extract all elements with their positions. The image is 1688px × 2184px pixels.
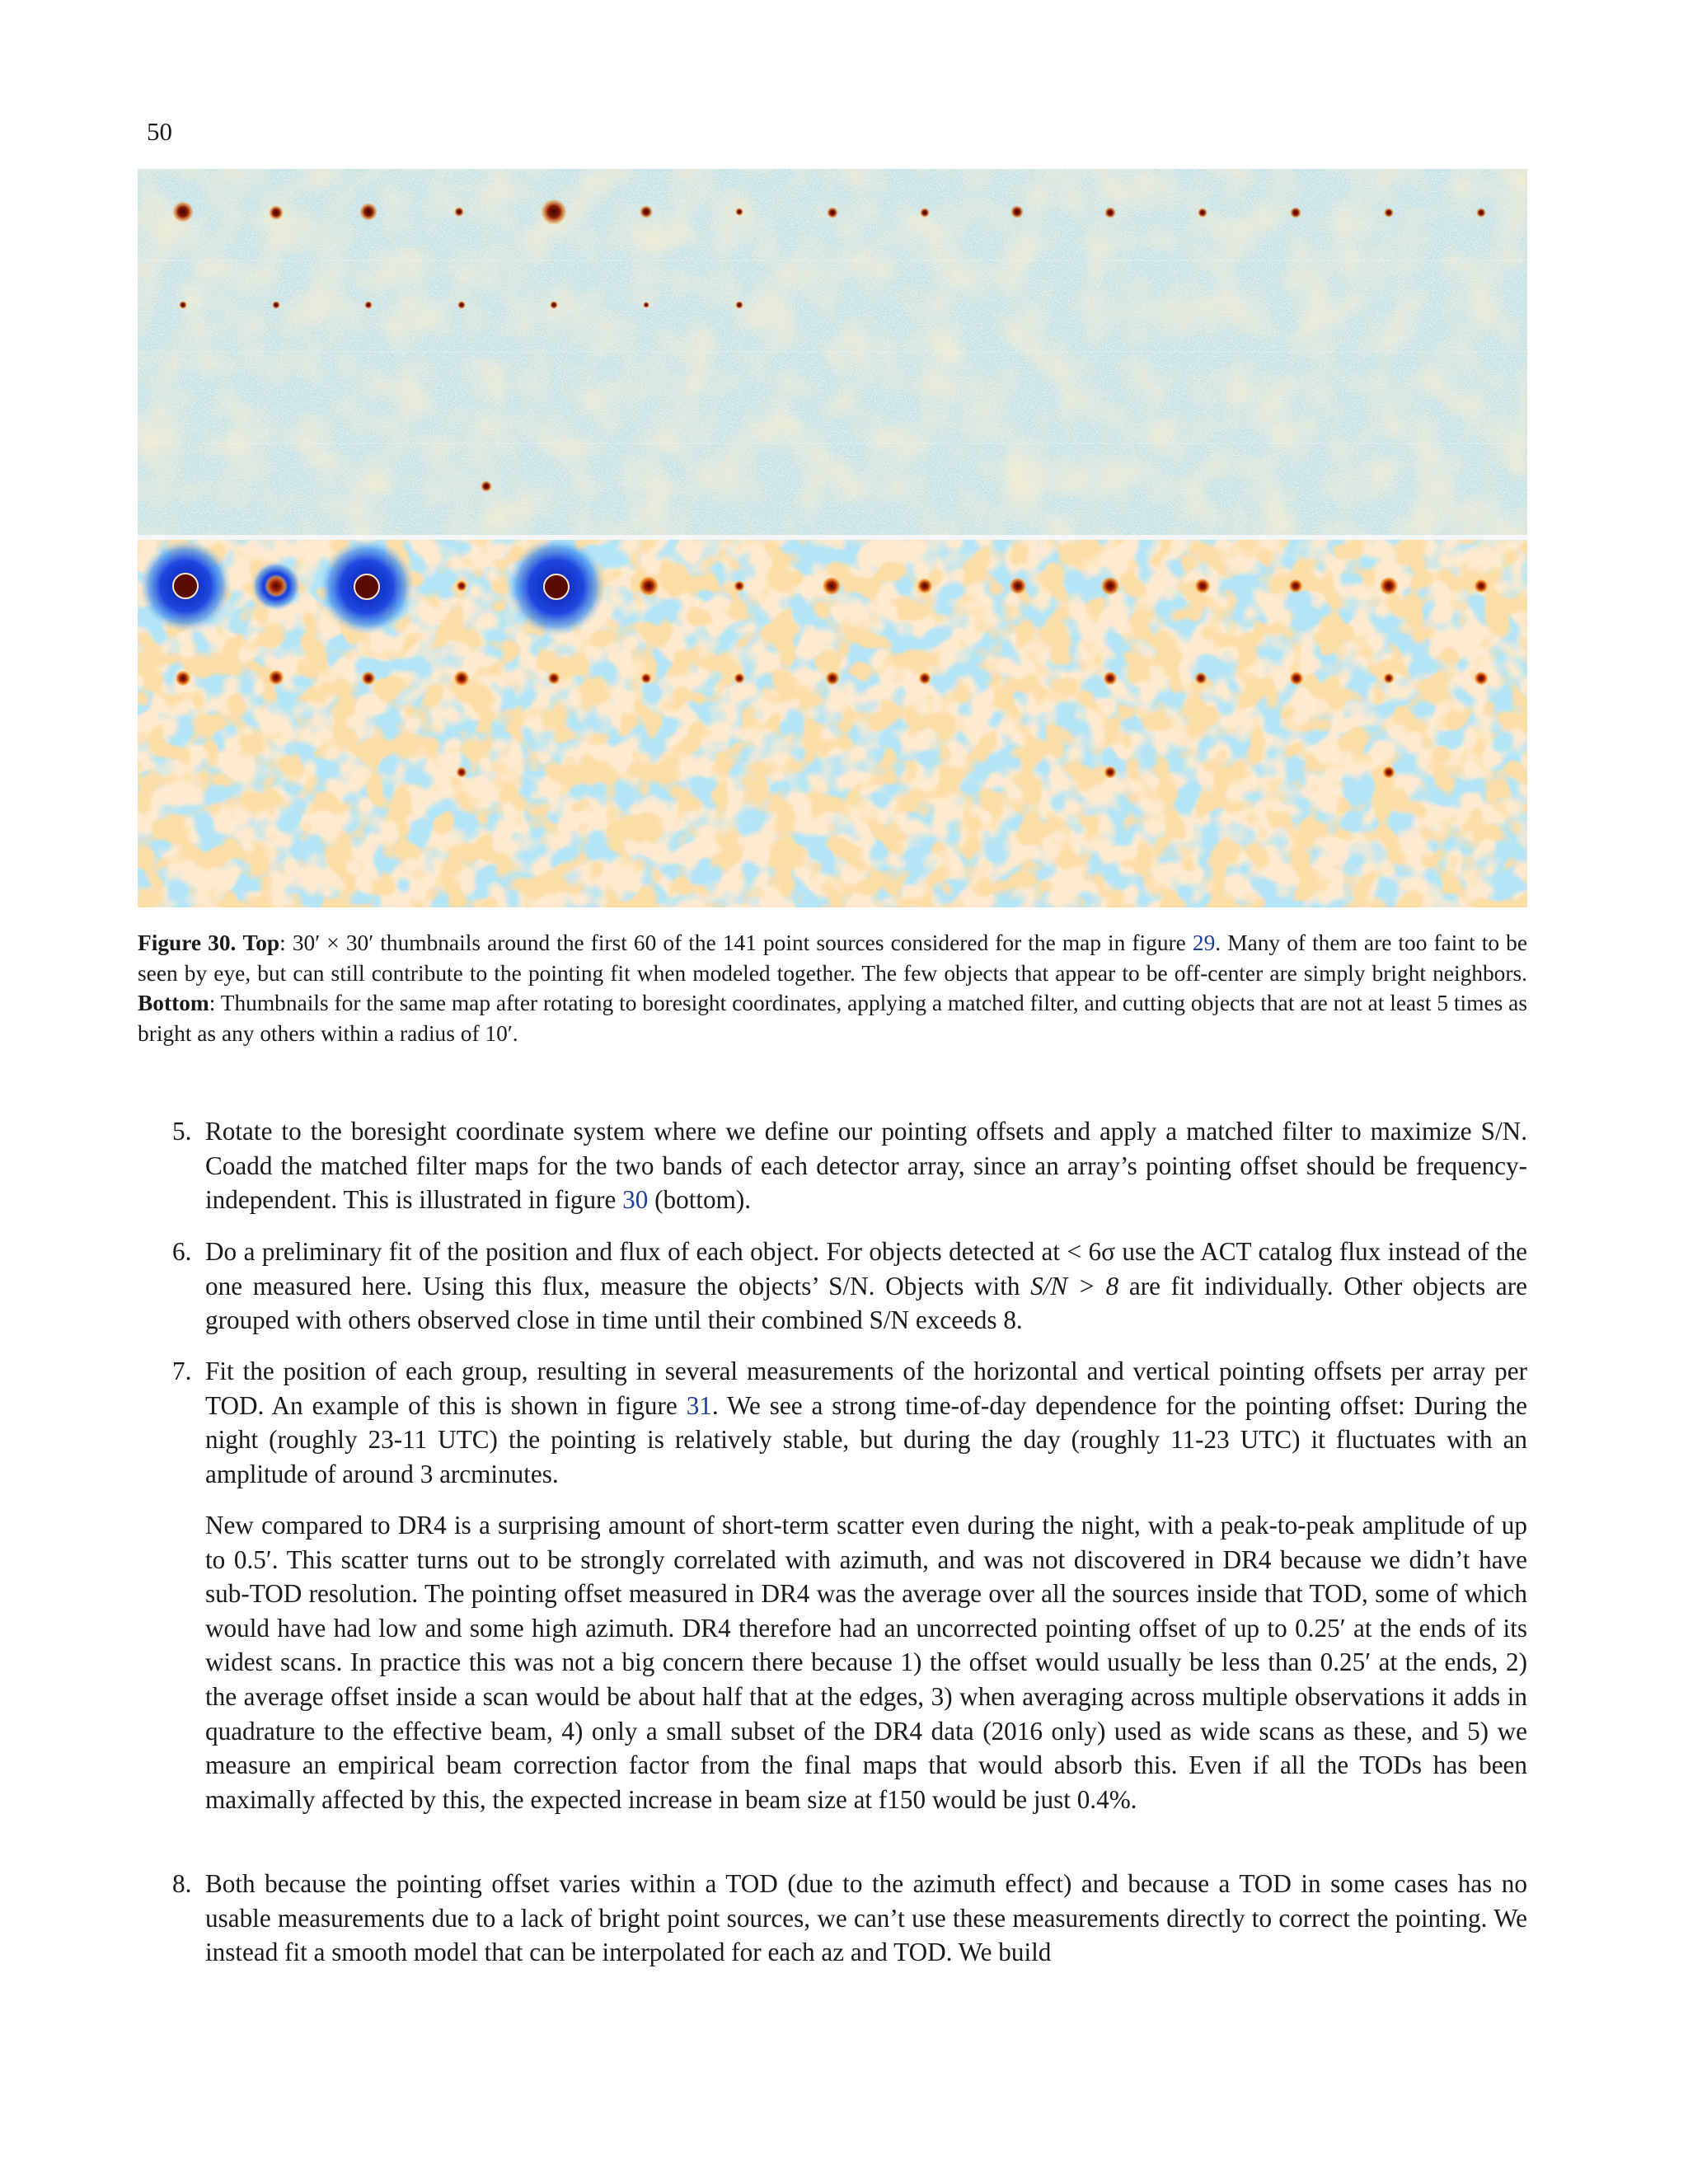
list-item-6 <box>138 1235 1527 1338</box>
figure-30-link[interactable]: 30 <box>622 1185 649 1215</box>
list-text: (bottom). <box>648 1185 752 1215</box>
list-item-8 <box>138 1867 1527 1970</box>
list-item-7 <box>138 1354 1527 1491</box>
list-text: Do a preliminary fit of the position and flux of each object. For objects detected at < 6σ use the ACT catalog flux instead of the one measured here. Using this flux, measure the objects’ S/N. Objects with <box>205 1237 1527 1301</box>
caption-top-text-1: : 30′ × 30′ thumbnails around the first 60 of the 141 point sources considered for the map in figure <box>279 930 1193 955</box>
figure-caption <box>138 928 1527 1048</box>
list-text: Both because the pointing offset varies within a TOD (due to the azimuth effect) and because a TOD in some cases has no usable measurements due to a lack of bright point sources, we can’t use these measurements directly to correct the pointing. We instead fit a smooth model that can be interpolated for each az and TOD. We build <box>205 1869 1527 1967</box>
raw-thumbnail-grid-image <box>138 169 1527 535</box>
figure-label: Figure 30. <box>138 930 237 955</box>
figure-29-link[interactable]: 29 <box>1192 930 1216 955</box>
inline-math: S/N > 8 <box>1030 1271 1119 1301</box>
list-item-7-paragraph-2: New compared to DR4 is a surprising amount of short-term scatter even during the night, with a peak-to-peak amplitude of up to 0.5′. This scatter turns out to be strongly correlated with azimuth, and was not discovered in DR4 because we didn’t have sub-TOD resolution. The pointing offset measured in DR4 was the average over all the sources inside that TOD, some of which would have had low and some high azimuth. DR4 therefore had an uncorrected pointing offset of up to 0.25′ at the ends of its widest scans. In practice this was not a big concern there because 1) the offset would usually be less than 0.25′ at the ends, 2) the average offset inside a scan would be about half that at the edges, 3) when averaging across multiple observations it adds in quadrature to the effective beam, 4) only a small subset of the DR4 data (2016 only) used as wide scans as these, and 5) we measure an empirical beam correction factor from the final maps that would absorb this. Even if all the TODs has been maximally affected by this, the expected increase in beam size at f150 would be just 0.4%. <box>205 1511 1527 1814</box>
page-number: 50 <box>147 117 172 146</box>
list-text: Rotate to the boresight coordinate system where we define our pointing offsets and apply a matched filter to maximize S/N. Coadd the matched filter maps for the two bands of each detector array, since an array’s pointing offset should be frequency-independent. This is illustrated in figure <box>205 1117 1527 1215</box>
figure-top-panel-raw-thumbnails <box>138 169 1527 535</box>
list-text: are fit individually. Other objects are grouped with others observed close in time until their combined S/N exceeds 8. <box>205 1271 1527 1335</box>
list-number: 5. <box>172 1117 192 1146</box>
list-item-5 <box>138 1114 1527 1217</box>
list-number: 6. <box>172 1237 192 1266</box>
list-text: Fit the position of each group, resulting in several measurements of the horizontal and vertical pointing offsets per array per TOD. An example of this is shown in figure <box>205 1357 1527 1420</box>
list-number: 8. <box>172 1869 192 1898</box>
figure-30 <box>138 169 1527 907</box>
list-text: . We see a strong time-of-day dependence for the pointing offset: During the night (roughly 23-11 UTC) the pointing is relatively stable, but during the day (roughly 11-23 UTC) it fluctuates with an amplitude of around 3 arcminutes. <box>205 1390 1527 1488</box>
caption-top-label: Top <box>242 930 280 955</box>
list-number: 7. <box>172 1357 192 1385</box>
caption-bottom-label: Bottom <box>138 991 209 1015</box>
figure-31-link[interactable]: 31 <box>686 1390 712 1420</box>
caption-top-text-2: . Many of them are too faint to be seen by eye, but can still contribute to the pointing fit when modeled together. The few objects that appear to be off-center are simply bright neighbors. <box>138 930 1527 986</box>
filtered-thumbnail-grid-image <box>138 540 1527 907</box>
caption-bottom-text: : Thumbnails for the same map after rotating to boresight coordinates, applying a matched filter, and cutting objects that are not at least 5 times as bright as any others within a radius of 10′. <box>138 991 1527 1046</box>
figure-bottom-panel-filtered-thumbnails <box>138 540 1527 907</box>
